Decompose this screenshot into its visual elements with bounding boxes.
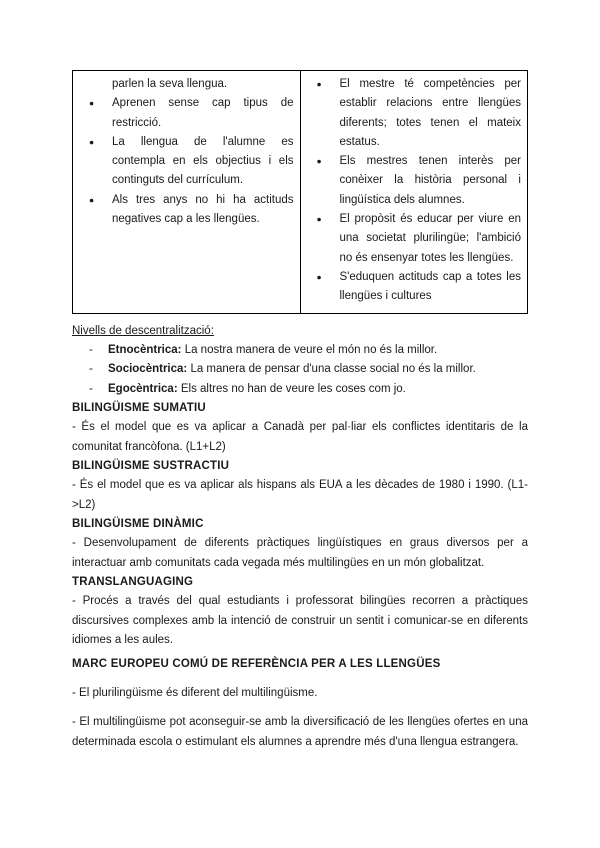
list-item: ● La llengua de l'alumne es contempla en els objectius i els continguts del currículum. bbox=[83, 133, 294, 191]
level-item bbox=[72, 380, 528, 400]
level-desc: Els altres no han de veure les coses com jo. bbox=[177, 382, 406, 395]
section-heading: BILINGÜISME SUMATIU bbox=[72, 402, 206, 415]
marc-paragraph: - El multilingüisme pot aconseguir-se amb la diversificació de les llengües ofertes en una determinada escola o estimulant els alumnes a aprendre més d'una llengua estrangera. bbox=[72, 716, 528, 748]
section-heading: BILINGÜISME SUSTRACTIU bbox=[72, 460, 230, 473]
table-cell-left bbox=[73, 71, 301, 314]
section-text: - És el model que es va aplicar als hispans als EUA a les dècades de 1980 i 1990. (L1->L2) bbox=[72, 479, 528, 511]
level-term: Etnocèntrica: bbox=[108, 343, 182, 356]
marc-heading: MARC EUROPEU COMÚ DE REFERÈNCIA PER A LES LLENGÜES bbox=[72, 657, 441, 670]
list-item: ● El propòsit és educar per viure en una societat plurilingüe; l'ambició no és ensenyar totes les llengües. bbox=[311, 210, 522, 268]
section-text: - Procés a través del qual estudiants i professorat bilingües recorren a pràctiques discursives complexes amb la intenció de construir un sentit i comunicar-se en diferents idiomes a les aules. bbox=[72, 595, 528, 647]
level-desc: La manera de pensar d'una classe social no és la millor. bbox=[187, 363, 476, 376]
level-desc: La nostra manera de veure el món no és la millor. bbox=[181, 343, 438, 356]
list-item: ● S'eduquen actituds cap a totes les llengües i cultures bbox=[311, 268, 522, 307]
marc-paragraph: - El plurilingüisme és diferent del multilingüisme. bbox=[72, 686, 318, 699]
spacer bbox=[72, 674, 528, 684]
list-item: ● Els mestres tenen interès per conèixer la història personal i lingüística dels alumnes. bbox=[311, 152, 522, 210]
comparison-table bbox=[72, 70, 528, 314]
section-heading: TRANSLANGUAGING bbox=[72, 576, 194, 589]
list-item: ● Als tres anys no hi ha actituds negatives cap a les llengües. bbox=[83, 191, 294, 230]
spacer bbox=[72, 703, 528, 713]
level-term: Sociocèntrica: bbox=[108, 363, 188, 376]
table-cell-right bbox=[300, 71, 528, 314]
levels-list bbox=[72, 341, 528, 400]
level-item bbox=[72, 360, 528, 380]
list-item: ● El mestre té competències per establir relacions entre llengües diferents; totes tenen el mateix estatus. bbox=[311, 75, 522, 152]
right-bullet-list bbox=[311, 75, 522, 307]
section-text: - Desenvolupament de diferents pràctiques lingüístiques en graus diversos per a interactuar amb comunitats cada vegada més multilingües en un món globalitzat. bbox=[72, 537, 528, 569]
document-page bbox=[72, 70, 528, 752]
section-text: - És el model que es va aplicar a Canadà per pal·liar els conflictes identitaris de la comunitat francòfona. (L1+L2) bbox=[72, 421, 528, 453]
level-item bbox=[72, 341, 528, 361]
list-item: ● Aprenen sense cap tipus de restricció. bbox=[83, 94, 294, 133]
level-term: Egocèntrica: bbox=[108, 382, 178, 395]
section-heading: BILINGÜISME DINÀMIC bbox=[72, 518, 204, 531]
left-bullet-list bbox=[83, 75, 294, 229]
list-item: parlen la seva llengua. bbox=[112, 78, 228, 90]
levels-title: Nivells de descentralització: bbox=[72, 324, 214, 337]
